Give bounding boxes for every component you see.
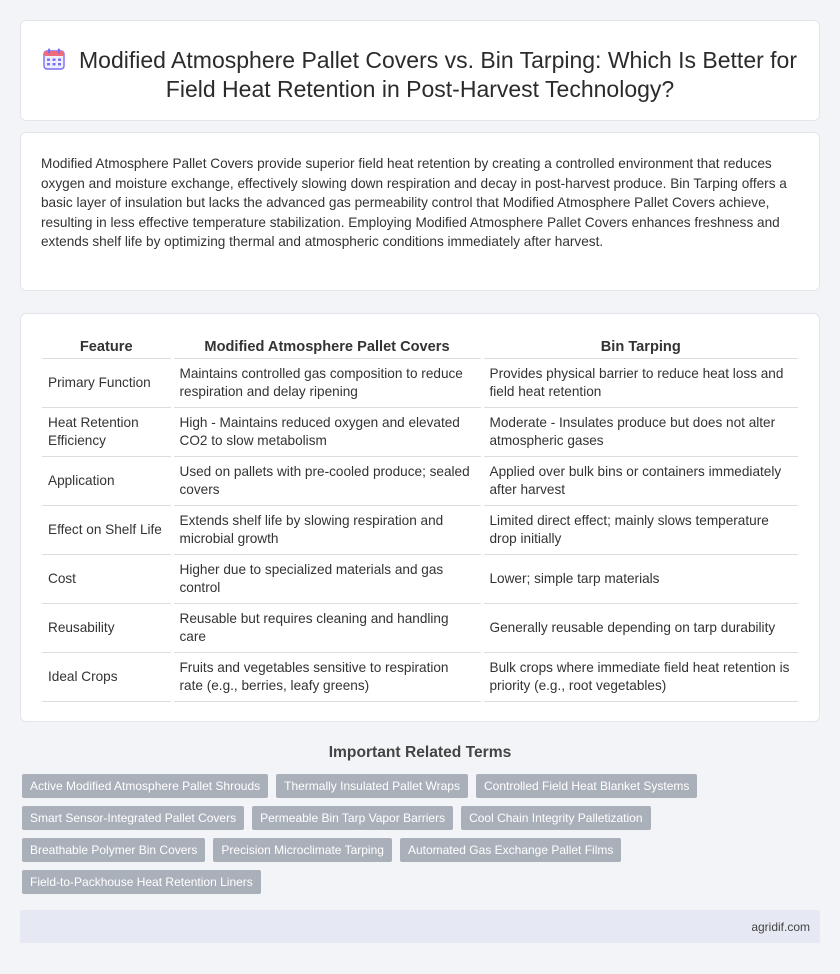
- related-terms-list: [22, 774, 818, 894]
- table-row: [42, 603, 798, 652]
- table-row: [42, 652, 798, 701]
- feature-cell: Cost: [42, 554, 172, 603]
- feature-cell: Primary Function: [42, 358, 172, 407]
- feature-cell: Reusability: [42, 603, 172, 652]
- feature-cell: Heat Retention Efficiency: [42, 407, 172, 456]
- calendar-icon: [43, 48, 65, 70]
- page-title-text: Modified Atmosphere Pallet Covers vs. Bin Tarping: Which Is Better for Field Heat Retention in Post-Harvest Technology?: [79, 47, 797, 102]
- related-term-tag[interactable]: Active Modified Atmosphere Pallet Shrouds: [22, 774, 268, 798]
- related-term-tag[interactable]: Controlled Field Heat Blanket Systems: [476, 774, 697, 798]
- related-term-tag[interactable]: Cool Chain Integrity Palletization: [461, 806, 650, 830]
- bin-tarping-cell: Bulk crops where immediate field heat retention is priority (e.g., root vegetables): [482, 652, 798, 701]
- feature-cell: Effect on Shelf Life: [42, 505, 172, 554]
- related-term-tag[interactable]: Precision Microclimate Tarping: [213, 838, 392, 862]
- table-row: [42, 505, 798, 554]
- bin-tarping-cell: Moderate - Insulates produce but does not alter atmospheric gases: [482, 407, 798, 456]
- comparison-table: [42, 333, 798, 702]
- related-terms-title: Important Related Terms: [328, 744, 512, 761]
- bin-tarping-cell: Provides physical barrier to reduce heat loss and field heat retention: [482, 358, 798, 407]
- table-row: [42, 407, 798, 456]
- feature-cell: Ideal Crops: [42, 652, 172, 701]
- related-term-tag[interactable]: Breathable Polymer Bin Covers: [22, 838, 205, 862]
- pallet-covers-cell: Higher due to specialized materials and gas control: [172, 554, 482, 603]
- intro-paragraph: Modified Atmosphere Pallet Covers provide superior field heat retention by creating a controlled environment that reduces oxygen and moisture exchange, effectively slowing down respiration and decay in post-harvest produce. Bin Tarping offers a basic layer of insulation but lacks the advanced gas permeability control that Modified Atmosphere Pallet Covers achieve, resulting in less effective temperature stabilization. Employing Modified Atmosphere Pallet Covers enhances freshness and extends shelf life by optimizing thermal and atmospheric conditions immediately after harvest.: [41, 156, 787, 249]
- footer-site-link[interactable]: agridif.com: [751, 920, 810, 934]
- header-bin-tarping: Bin Tarping: [482, 333, 798, 358]
- intro-card: [20, 132, 820, 291]
- pallet-covers-cell: High - Maintains reduced oxygen and elevated CO2 to slow metabolism: [172, 407, 482, 456]
- feature-cell: Application: [42, 456, 172, 505]
- pallet-covers-cell: Fruits and vegetables sensitive to respiration rate (e.g., berries, leafy greens): [172, 652, 482, 701]
- related-term-tag[interactable]: Thermally Insulated Pallet Wraps: [276, 774, 468, 798]
- header-feature: Feature: [42, 333, 172, 358]
- related-term-tag[interactable]: Smart Sensor-Integrated Pallet Covers: [22, 806, 244, 830]
- related-term-tag[interactable]: Automated Gas Exchange Pallet Films: [400, 838, 621, 862]
- related-term-tag[interactable]: Permeable Bin Tarp Vapor Barriers: [252, 806, 453, 830]
- pallet-covers-cell: Extends shelf life by slowing respiration and microbial growth: [172, 505, 482, 554]
- page-title: [21, 46, 819, 104]
- pallet-covers-cell: Used on pallets with pre-cooled produce; sealed covers: [172, 456, 482, 505]
- bin-tarping-cell: Lower; simple tarp materials: [482, 554, 798, 603]
- comparison-card: [20, 313, 820, 722]
- related-term-tag[interactable]: Field-to-Packhouse Heat Retention Liners: [22, 870, 261, 894]
- bin-tarping-cell: Generally reusable depending on tarp durability: [482, 603, 798, 652]
- bin-tarping-cell: Applied over bulk bins or containers immediately after harvest: [482, 456, 798, 505]
- table-row: [42, 358, 798, 407]
- table-row: [42, 554, 798, 603]
- title-card: [20, 20, 820, 121]
- header-pallet-covers: Modified Atmosphere Pallet Covers: [172, 333, 482, 358]
- pallet-covers-cell: Reusable but requires cleaning and handling care: [172, 603, 482, 652]
- bin-tarping-cell: Limited direct effect; mainly slows temperature drop initially: [482, 505, 798, 554]
- table-header-row: [42, 333, 798, 358]
- pallet-covers-cell: Maintains controlled gas composition to reduce respiration and delay ripening: [172, 358, 482, 407]
- footer: [20, 910, 820, 943]
- table-row: [42, 456, 798, 505]
